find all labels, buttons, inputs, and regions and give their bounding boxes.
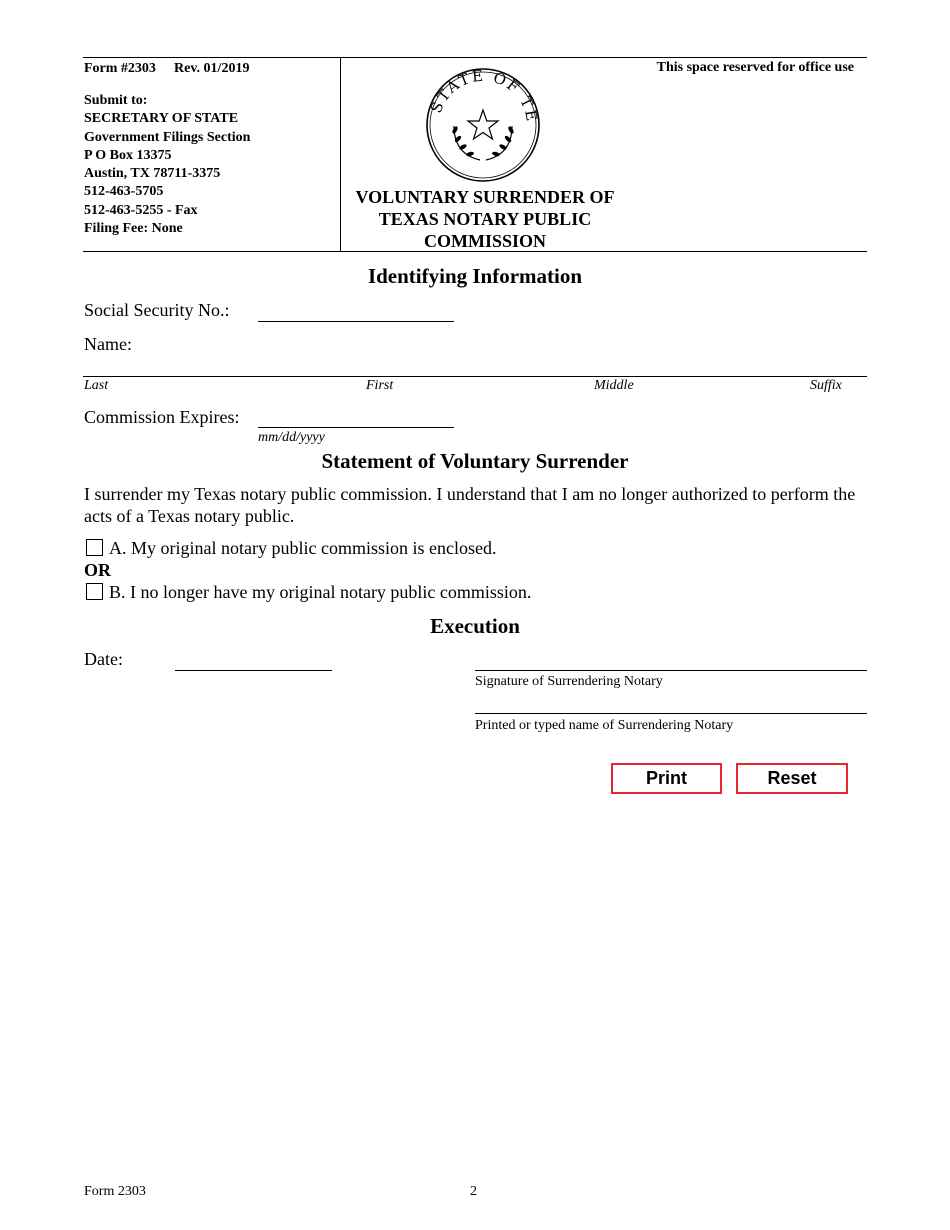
svg-text:THE STATE OF TEXAS: STATE OF TE [426, 66, 542, 125]
date-label: Date: [84, 649, 123, 669]
submit-line: P O Box 13375 [84, 147, 172, 163]
ssn-label: Social Security No.: [84, 300, 230, 320]
option-a-checkbox[interactable] [86, 539, 103, 556]
option-b-label: B. I no longer have my original notary public commission. [109, 582, 532, 602]
print-button[interactable]: Print [611, 763, 722, 794]
submit-line: 512-463-5255 - Fax [84, 202, 198, 218]
identifying-heading: Identifying Information [367, 264, 583, 288]
statement-text: I surrender my Texas notary public commission. I understand that I am no longer authorized to perform the acts of a Texas notary public. [84, 484, 856, 526]
form-title-line: COMMISSION [423, 231, 546, 251]
name-first-caption: First [366, 378, 394, 393]
date-input[interactable] [175, 670, 332, 671]
reset-button[interactable]: Reset [736, 763, 848, 794]
submit-line: Government Filings Section [84, 129, 251, 145]
submit-line: Filing Fee: None [84, 221, 183, 237]
office-use-note: This space reserved for office use [656, 60, 854, 75]
footer-form-label: Form 2303 [84, 1184, 146, 1199]
name-suffix-caption: Suffix [810, 378, 842, 393]
submit-line: 512-463-5705 [84, 184, 164, 200]
form-title-line: TEXAS NOTARY PUBLIC [378, 209, 592, 229]
page-number: 2 [470, 1184, 477, 1199]
submit-line: SECRETARY OF STATE [84, 111, 239, 127]
or-label: OR [84, 560, 111, 580]
signature-caption: Signature of Surrendering Notary [475, 674, 663, 689]
form-title [341, 186, 629, 252]
name-label: Name: [84, 334, 132, 354]
signature-input[interactable] [475, 670, 867, 671]
texas-seal-icon [424, 66, 542, 184]
printed-name-caption: Printed or typed name of Surrendering Notary [475, 718, 734, 733]
name-last-caption: Last [84, 378, 109, 393]
statement-heading: Statement of Voluntary Surrender [321, 449, 629, 473]
name-input[interactable] [83, 376, 867, 377]
printed-name-input[interactable] [475, 713, 867, 714]
header-top-rule [83, 57, 867, 58]
submit-line: Austin, TX 78711-3375 [84, 166, 221, 182]
ssn-input[interactable] [258, 321, 454, 322]
expires-format-hint: mm/dd/yyyy [258, 430, 325, 445]
expires-label: Commission Expires: [84, 407, 240, 427]
execution-heading: Execution [430, 614, 520, 638]
option-b-checkbox[interactable] [86, 583, 103, 600]
form-number: Form #2303 [84, 61, 156, 76]
form-revision: Rev. 01/2019 [174, 61, 250, 76]
form-title-line: VOLUNTARY SURRENDER OF [355, 187, 615, 207]
submit-to-block [84, 92, 334, 238]
expires-input[interactable] [258, 427, 454, 428]
name-middle-caption: Middle [594, 378, 634, 393]
submit-line: Submit to: [84, 93, 148, 108]
option-a-label: A. My original notary public commission is enclosed. [109, 538, 497, 558]
